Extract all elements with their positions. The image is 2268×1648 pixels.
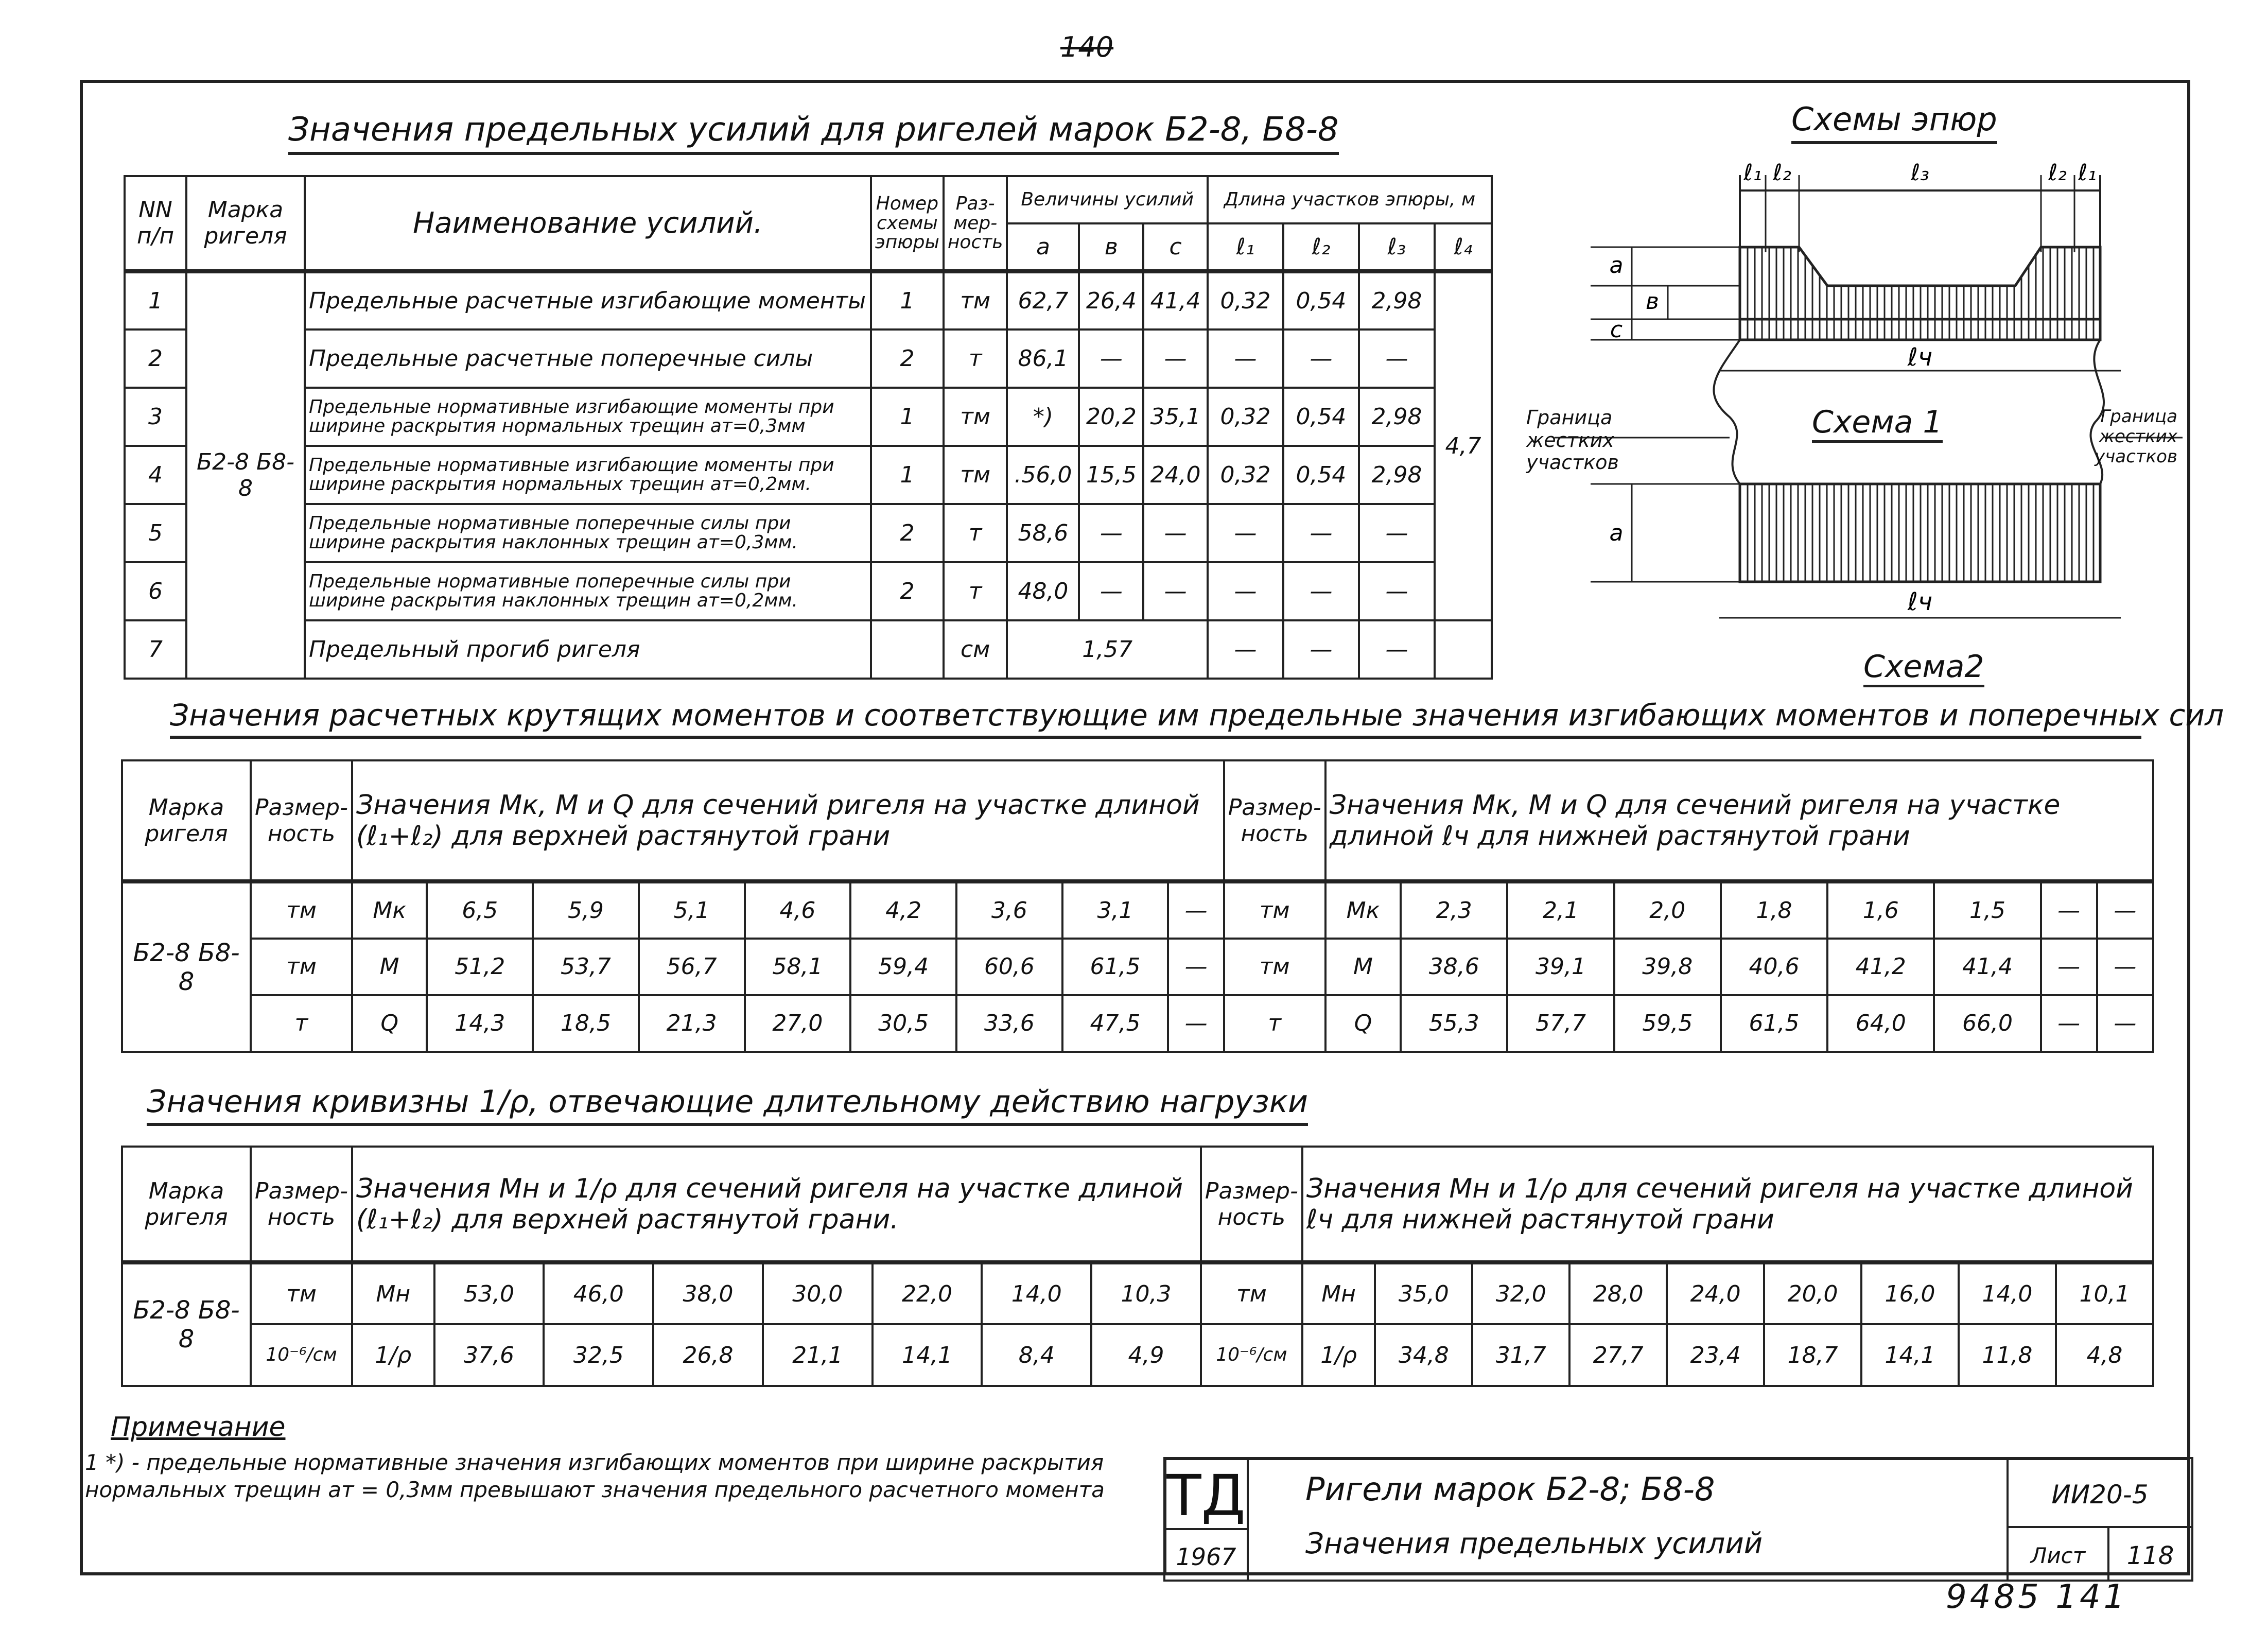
mark-cell: Б2-8 Б8-8 (122, 1262, 251, 1386)
cell-value: 4,9 (1091, 1324, 1201, 1386)
header-dim-right: Размер-ность (1201, 1147, 1302, 1262)
cell-value: 46,0 (544, 1262, 653, 1324)
cell-value: 5,9 (533, 881, 639, 938)
row-l3: — (1359, 504, 1435, 562)
cell-value: 27,7 (1569, 1324, 1667, 1386)
cell-value: 41,4 (1934, 939, 2040, 995)
row-name: Предельные нормативные поперечные силы при ширине раскрытия наклонных трещин aт=0,2мм. (305, 562, 871, 620)
cell-value: 38,6 (1401, 939, 1507, 995)
l4-value: 4,7 (1435, 271, 1492, 620)
scheme2-label: Схема2 (1863, 649, 1984, 687)
cell-value: 57,7 (1507, 995, 1614, 1052)
cell-dim: т (1224, 995, 1325, 1052)
row-c: — (1143, 562, 1208, 620)
cell-dim: т (251, 995, 352, 1052)
label-b: в (1646, 288, 1659, 315)
cell-value: 64,0 (1827, 995, 1934, 1052)
cell-sym: 1/ρ (1302, 1324, 1375, 1386)
header-lengths: Длина участков эпюры, м (1208, 176, 1492, 223)
row-scheme: 1 (871, 271, 944, 329)
row-l2: 0,54 (1283, 446, 1359, 504)
row-name: Предельные нормативные поперечные силы при ширине раскрытия наклонных трещин aт=0,3мм. (305, 504, 871, 562)
sheet-label: Лист (2007, 1526, 2109, 1582)
cell-value: 14,0 (1959, 1262, 2056, 1324)
cell-value: 66,0 (1934, 995, 2040, 1052)
label-l4-2: ℓч (1907, 587, 1933, 616)
row-a: 62,7 (1007, 271, 1079, 329)
cell-value: 38,0 (653, 1262, 763, 1324)
row-number: 6 (125, 562, 186, 620)
cell-value: 4,8 (2056, 1324, 2153, 1386)
row-scheme: 2 (871, 562, 944, 620)
cell-value: 60,6 (956, 939, 1062, 995)
cell-value: 10,1 (2056, 1262, 2153, 1324)
header-right: Значения Mн и 1/ρ для сечений ригеля на участке длиной ℓч для нижней растянутой грани (1302, 1147, 2153, 1262)
cell-value: 16,0 (1861, 1262, 1959, 1324)
cell-dim: тм (251, 881, 352, 938)
header-dim: Размер-ность (251, 1147, 352, 1262)
row-l2: — (1283, 329, 1359, 388)
cell-value: 1,8 (1721, 881, 1827, 938)
header-dim-right: Размер-ность (1224, 760, 1325, 881)
row-l1: — (1208, 620, 1283, 679)
cell-value: 26,8 (653, 1324, 763, 1386)
row-scheme (871, 620, 944, 679)
cell-value: — (1168, 995, 1224, 1052)
row-l4-empty (1435, 620, 1492, 679)
cell-value: 20,0 (1764, 1262, 1861, 1324)
cell-value: 28,0 (1569, 1262, 1667, 1324)
label-a2: a (1609, 520, 1624, 546)
cell-value: 2,3 (1401, 881, 1507, 938)
row-scheme: 2 (871, 329, 944, 388)
cell-value: — (1168, 881, 1224, 938)
header-l2: ℓ₂ (1283, 223, 1359, 271)
title-block (1163, 1457, 2190, 1575)
cell-value: 58,1 (745, 939, 851, 995)
header-dim: Размер-ность (251, 760, 352, 881)
cell-value: 32,5 (544, 1324, 653, 1386)
cell-dim: 10⁻⁶/см (1201, 1324, 1302, 1386)
row-l3: 2,98 (1359, 446, 1435, 504)
row-l3: — (1359, 562, 1435, 620)
curvature-table (121, 1146, 2154, 1387)
cell-dim: тм (1224, 881, 1325, 938)
row-c: 41,4 (1143, 271, 1208, 329)
row-b: — (1079, 329, 1143, 388)
row-a: 48,0 (1007, 562, 1079, 620)
row-number: 4 (125, 446, 186, 504)
boundary-right-label: Граница жестких участков (2095, 406, 2177, 467)
cell-sym: Mк (1325, 881, 1401, 938)
header-b: в (1079, 223, 1143, 271)
cell-dim: тм (1224, 939, 1325, 995)
cell-dim: тм (251, 939, 352, 995)
cell-value: 56,7 (639, 939, 745, 995)
cell-value: 24,0 (1667, 1262, 1764, 1324)
cell-value: 4,2 (850, 881, 956, 938)
row-dim: тм (944, 271, 1007, 329)
note-title: Примечание (111, 1412, 286, 1443)
mark-cell: Б2-8 Б8-8 (186, 271, 305, 679)
cell-value: — (2041, 939, 2097, 995)
header-l1: ℓ₁ (1208, 223, 1283, 271)
cell-value: 30,0 (763, 1262, 873, 1324)
dim-label: ℓ₂ (2048, 160, 2067, 186)
cell-value: — (1168, 939, 1224, 995)
sheet-number: 118 (2107, 1526, 2193, 1582)
cell-value: 47,5 (1062, 995, 1168, 1052)
row-a: 58,6 (1007, 504, 1079, 562)
row-l1: — (1208, 329, 1283, 388)
cell-value: 59,4 (850, 939, 956, 995)
cell-dim: тм (1201, 1262, 1302, 1324)
row-l1: — (1208, 504, 1283, 562)
row-l2: — (1283, 620, 1359, 679)
cell-value: 61,5 (1062, 939, 1168, 995)
torque-table (121, 759, 2154, 1053)
cell-value: 39,1 (1507, 939, 1614, 995)
cell-value: 33,6 (956, 995, 1062, 1052)
cell-value: 3,1 (1062, 881, 1168, 938)
cell-value: 14,0 (982, 1262, 1091, 1324)
archive-number: 9485 141 (1946, 1578, 2128, 1616)
row-l3: — (1359, 329, 1435, 388)
header-l4: ℓ₄ (1435, 223, 1492, 271)
row-l3: 2,98 (1359, 388, 1435, 446)
row-number: 5 (125, 504, 186, 562)
row-l2: — (1283, 562, 1359, 620)
cell-value: 4,6 (745, 881, 851, 938)
cell-value: 14,1 (1861, 1324, 1959, 1386)
cell-value: 5,1 (639, 881, 745, 938)
cell-value: 8,4 (982, 1324, 1091, 1386)
header-c: с (1143, 223, 1208, 271)
cell-value: 55,3 (1401, 995, 1507, 1052)
row-l1: — (1208, 562, 1283, 620)
heading-limit-forces: Значения предельных усилий для ригелей марок Б2-8, Б8-8 (288, 111, 1339, 155)
header-left: Значения Mк, M и Q для сечений ригеля на участке длиной (ℓ₁+ℓ₂) для верхней растянутой грани (352, 760, 1224, 881)
cell-value: 35,0 (1375, 1262, 1472, 1324)
cell-value: 14,1 (873, 1324, 982, 1386)
cell-value: 21,3 (639, 995, 745, 1052)
cell-value: 59,5 (1614, 995, 1721, 1052)
cell-value: — (2097, 881, 2153, 938)
cell-value: 53,7 (533, 939, 639, 995)
cell-value: 53,0 (434, 1262, 544, 1324)
header-mark: Марка ригеля (122, 760, 251, 881)
cell-value: 34,8 (1375, 1324, 1472, 1386)
row-c: — (1143, 329, 1208, 388)
cell-sym: 1/ρ (352, 1324, 434, 1386)
row-dim: тм (944, 388, 1007, 446)
boundary-left-label: Граница жестких участков (1526, 406, 1619, 474)
dim-label: ℓ₁ (1743, 160, 1762, 186)
label-a: a (1609, 252, 1624, 279)
cell-value: 2,0 (1614, 881, 1721, 938)
cell-value: 22,0 (873, 1262, 982, 1324)
cell-dim: 10⁻⁶/см (251, 1324, 352, 1386)
row-name: Предельные нормативные изгибающие моменты при ширине раскрытия нормальных трещин aт=0,3мм (305, 388, 871, 446)
row-a: .56,0 (1007, 446, 1079, 504)
row-name: Предельные расчетные поперечные силы (305, 329, 871, 388)
row-name: Предельные расчетные изгибающие моменты (305, 271, 871, 329)
cell-sym: Mк (352, 881, 427, 938)
header-name: Наименование усилий. (305, 176, 871, 271)
row-a: *) (1007, 388, 1079, 446)
row-number: 1 (125, 271, 186, 329)
row-b: — (1079, 504, 1143, 562)
mark-cell: Б2-8 Б8-8 (122, 881, 251, 1052)
limit-forces-table (124, 175, 1493, 680)
cell-value: — (2041, 995, 2097, 1052)
row-c: 35,1 (1143, 388, 1208, 446)
row-scheme: 2 (871, 504, 944, 562)
header-nn: NN п/п (125, 176, 186, 271)
cell-value: — (2097, 939, 2153, 995)
row-number: 2 (125, 329, 186, 388)
cell-value: 11,8 (1959, 1324, 2056, 1386)
cell-value: 10,3 (1091, 1262, 1201, 1324)
row-l2: 0,54 (1283, 271, 1359, 329)
row-l3: 2,98 (1359, 271, 1435, 329)
cell-value: — (2097, 995, 2153, 1052)
header-a: a (1007, 223, 1079, 271)
row-c: 24,0 (1143, 446, 1208, 504)
cell-value: 18,7 (1764, 1324, 1861, 1386)
cell-sym: Q (352, 995, 427, 1052)
cell-value: 51,2 (427, 939, 533, 995)
note-text: 1 *) - предельные нормативные значения изгибающих моментов при ширине раскрытия нормальных трещин aт = 0,3мм превышают значения предельного расчетного момента (85, 1450, 1105, 1502)
row-a: 86,1 (1007, 329, 1079, 388)
cell-sym: M (1325, 939, 1401, 995)
row-dim: см (944, 620, 1007, 679)
cell-value: 37,6 (434, 1324, 544, 1386)
cell-value: 30,5 (850, 995, 956, 1052)
row-l1: 0,32 (1208, 388, 1283, 446)
row-b: 15,5 (1079, 446, 1143, 504)
cell-value: — (2041, 881, 2097, 938)
row-l1: 0,32 (1208, 446, 1283, 504)
header-l3: ℓ₃ (1359, 223, 1435, 271)
cell-value: 61,5 (1721, 995, 1827, 1052)
row-dim: т (944, 504, 1007, 562)
row-dim: т (944, 562, 1007, 620)
row-l3: — (1359, 620, 1435, 679)
page-number: 140 (1060, 31, 1114, 63)
dim-label: ℓ₃ (1911, 160, 1929, 186)
dim-label: ℓ₁ (2078, 160, 2097, 186)
row-b: 26,4 (1079, 271, 1143, 329)
header-mark: Марка ригеля (122, 1147, 251, 1262)
header-mark: Марка ригеля (186, 176, 305, 271)
year: 1967 (1163, 1528, 1249, 1582)
row-name: Предельный прогиб ригеля (305, 620, 871, 679)
cell-value: 32,0 (1472, 1262, 1569, 1324)
header-dim: Раз-мер-ность (944, 176, 1007, 271)
cell-value: 1,6 (1827, 881, 1934, 938)
cell-value: 6,5 (427, 881, 533, 938)
cell-value: 21,1 (763, 1324, 873, 1386)
cell-sym: Mн (352, 1262, 434, 1324)
row-l2: 0,54 (1283, 388, 1359, 446)
title-line1: Ригели марок Б2-8; Б8-8 (1305, 1470, 1715, 1508)
heading-torque: Значения расчетных крутящих моментов и соответствующие им предельные значения изгибающих моментов и поперечных сил (170, 698, 2141, 739)
cell-value: 2,1 (1507, 881, 1614, 938)
cell-value: 18,5 (533, 995, 639, 1052)
cell-value: 31,7 (1472, 1324, 1569, 1386)
row-name: Предельные нормативные изгибающие моменты при ширине раскрытия нормальных трещин aт=0,2мм. (305, 446, 871, 504)
cell-value: 1,5 (1934, 881, 2040, 938)
cell-sym: Mн (1302, 1262, 1375, 1324)
cell-sym: M (352, 939, 427, 995)
row-b: — (1079, 562, 1143, 620)
row-dim: тм (944, 446, 1007, 504)
row-l1: 0,32 (1208, 271, 1283, 329)
scheme1-label: Схема 1 (1812, 404, 1943, 443)
td-logo: ТД (1163, 1457, 1249, 1530)
cell-dim: тм (251, 1262, 352, 1324)
cell-value: 27,0 (745, 995, 851, 1052)
row-c: — (1143, 504, 1208, 562)
cell-value: 23,4 (1667, 1324, 1764, 1386)
label-l4: ℓч (1907, 343, 1933, 372)
row-scheme: 1 (871, 446, 944, 504)
cell-value: 39,8 (1614, 939, 1721, 995)
schemes-title: Схемы эпюр (1791, 100, 1997, 144)
row-scheme: 1 (871, 388, 944, 446)
row-dim: т (944, 329, 1007, 388)
row-abc: 1,57 (1007, 620, 1208, 679)
label-c: c (1610, 317, 1623, 343)
row-number: 3 (125, 388, 186, 446)
cell-sym: Q (1325, 995, 1401, 1052)
series-code: ИИ20-5 (2007, 1457, 2193, 1528)
header-right: Значения Mк, M и Q для сечений ригеля на участке длиной ℓч для нижней растянутой грани (1325, 760, 2153, 881)
row-number: 7 (125, 620, 186, 679)
cell-value: 40,6 (1721, 939, 1827, 995)
heading-curvature: Значения кривизны 1/ρ, отвечающие длительному действию нагрузки (147, 1084, 1308, 1126)
header-left: Значения Mн и 1/ρ для сечений ригеля на участке длиной (ℓ₁+ℓ₂) для верхней растянутой грани. (352, 1147, 1201, 1262)
row-b: 20,2 (1079, 388, 1143, 446)
cell-value: 41,2 (1827, 939, 1934, 995)
title-line2: Значения предельных усилий (1305, 1527, 1763, 1560)
dim-label: ℓ₂ (1773, 160, 1791, 186)
header-values: Величины усилий (1007, 176, 1208, 223)
header-scheme: Номер схемы эпюры (871, 176, 944, 271)
cell-value: 3,6 (956, 881, 1062, 938)
row-l2: — (1283, 504, 1359, 562)
cell-value: 14,3 (427, 995, 533, 1052)
